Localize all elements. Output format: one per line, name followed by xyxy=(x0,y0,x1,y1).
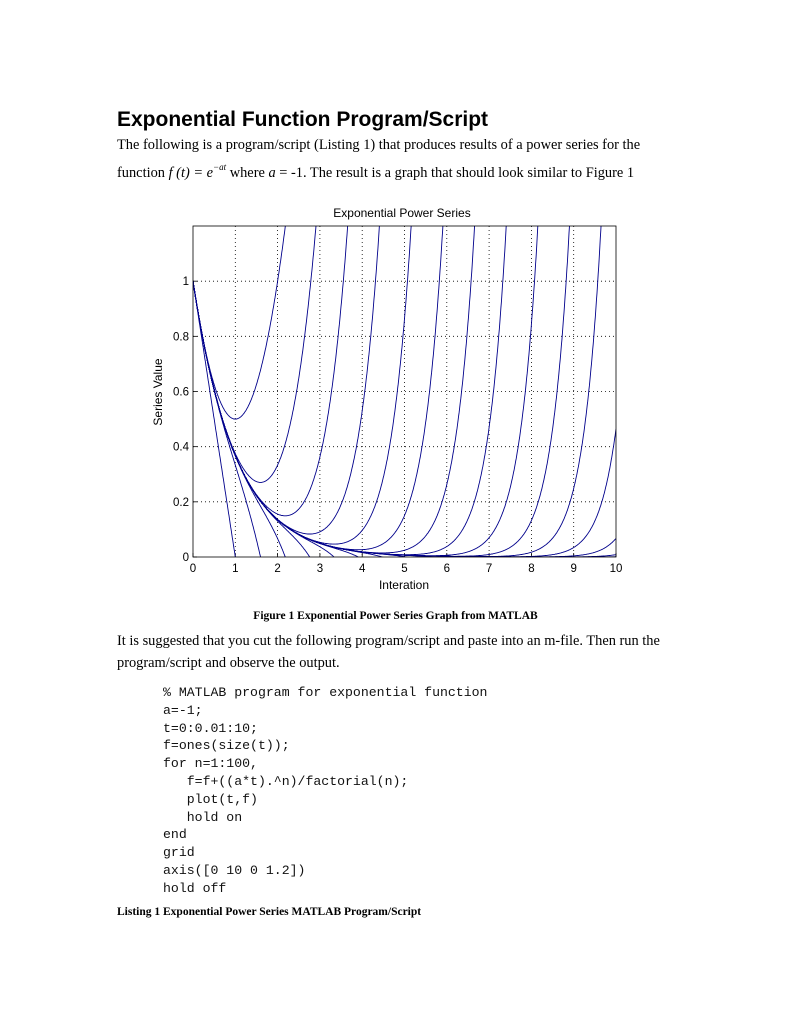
advice-paragraph: It is suggested that you cut the following program/script and paste into an m-file. Then run the program/script and observe the output. xyxy=(117,633,660,671)
y-tick-label: 0.6 xyxy=(173,386,189,399)
series-line xyxy=(193,281,369,600)
intro-text-after: = -1. The result is a graph that should look similar to Figure 1 xyxy=(275,165,635,181)
y-tick-label: 0.4 xyxy=(173,441,189,454)
series-line xyxy=(193,200,322,482)
code-line: a=-1; xyxy=(163,702,203,718)
x-tick-label: 7 xyxy=(485,563,493,575)
intro-paragraph xyxy=(117,134,677,184)
series-line xyxy=(193,200,542,556)
formula-exponent: −at xyxy=(213,162,227,172)
y-tick-label: 0 xyxy=(182,552,189,564)
code-line: % MATLAB program for exponential function xyxy=(163,685,488,700)
chart-series xyxy=(193,200,616,600)
code-line: end xyxy=(163,827,187,843)
code-listing xyxy=(163,684,487,898)
x-tick-label: 3 xyxy=(316,563,324,575)
x-tick-label: 1 xyxy=(232,563,239,575)
x-tick-label: 0 xyxy=(189,563,197,575)
x-tick-label: 9 xyxy=(570,563,577,575)
chart-grid xyxy=(193,226,616,557)
x-tick-label: 6 xyxy=(443,563,451,575)
code-line: for n=1:100, xyxy=(163,756,258,772)
series-line xyxy=(193,200,353,516)
x-tick-label: 2 xyxy=(274,563,281,575)
formula-a: a xyxy=(268,165,276,181)
intro-text-before: The following is a program/script (Listing 1) that produces results of a power series for the function xyxy=(117,137,641,181)
listing-caption: Listing 1 Exponential Power Series MATLAB Program/Script xyxy=(117,906,422,918)
code-line: axis([0 10 0 1.2]) xyxy=(163,862,306,878)
x-tick-label: 10 xyxy=(609,563,623,575)
code-line: hold on xyxy=(163,809,243,825)
y-tick-label: 1 xyxy=(182,276,189,289)
series-line xyxy=(193,200,479,553)
plot-frame xyxy=(193,226,616,557)
exponential-chart xyxy=(140,200,640,600)
x-tick-label: 5 xyxy=(401,563,408,575)
series-line xyxy=(193,281,616,600)
y-tick-label: 0.8 xyxy=(173,331,189,344)
series-line xyxy=(193,200,384,534)
y-tick-label: 0.2 xyxy=(173,496,189,509)
chart-svg xyxy=(140,200,640,600)
code-line: grid xyxy=(163,845,195,861)
y-axis-label: Series Value xyxy=(151,358,165,426)
series-line xyxy=(193,200,295,419)
code-line: f=f+((a*t).^n)/factorial(n); xyxy=(163,773,409,789)
figure-caption: Figure 1 Exponential Power Series Graph from MATLAB xyxy=(253,610,538,622)
x-axis-label: Interation xyxy=(378,578,430,592)
intro-text-middle: where xyxy=(226,165,269,181)
series-line xyxy=(193,281,465,600)
code-line: hold off xyxy=(163,880,227,896)
x-tick-label: 8 xyxy=(528,563,535,575)
series-line xyxy=(193,200,416,544)
page-heading: Exponential Function Program/Script xyxy=(117,108,489,131)
series-line xyxy=(193,281,497,600)
series-line xyxy=(193,200,573,556)
formula-lhs: f (t) = e xyxy=(168,165,214,181)
series-line xyxy=(193,281,561,600)
series-line xyxy=(193,281,337,600)
code-line: t=0:0.01:10; xyxy=(163,720,258,736)
series-line xyxy=(193,281,306,600)
chart-ticks xyxy=(173,276,622,575)
code-line: plot(t,f) xyxy=(163,791,258,807)
code-line: f=ones(size(t)); xyxy=(163,738,290,754)
x-tick-label: 4 xyxy=(358,563,366,575)
chart-title: Exponential Power Series xyxy=(333,206,471,220)
